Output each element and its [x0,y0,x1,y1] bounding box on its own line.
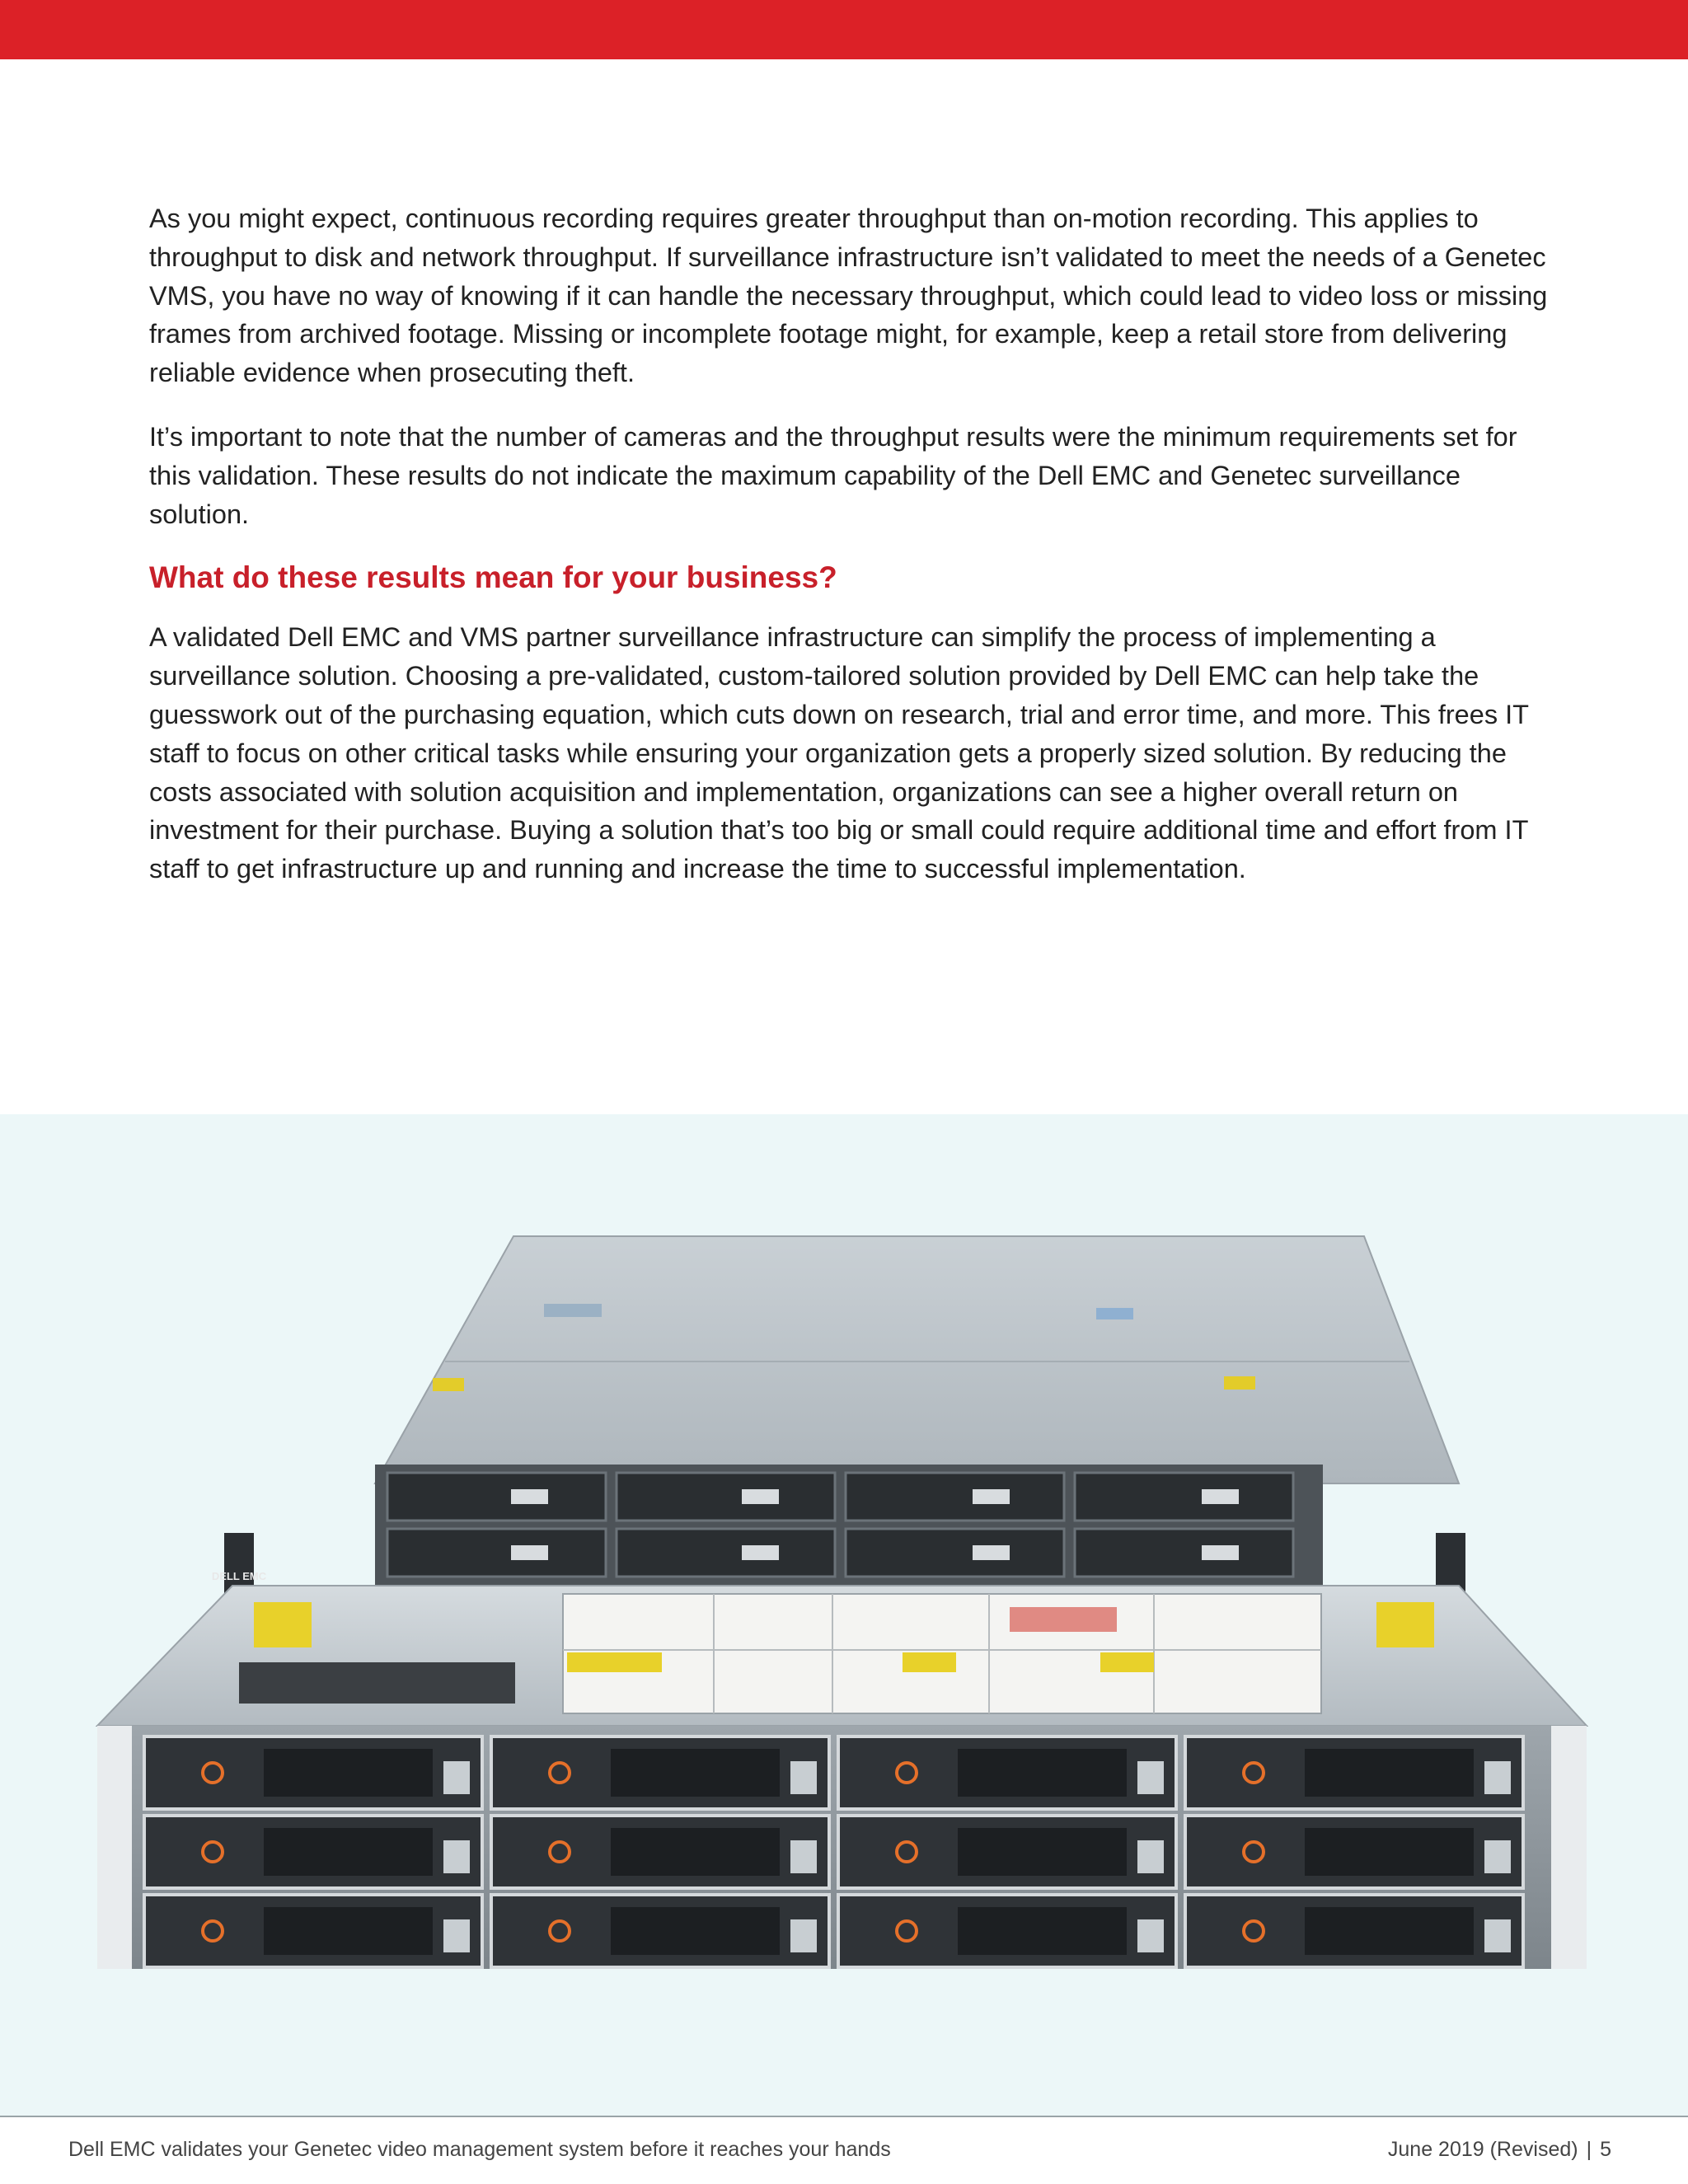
section-heading: What do these results mean for your business? [149,560,837,595]
footer-separator: | [1586,2138,1592,2161]
body-paragraph-2: It’s important to note that the number of cameras and the throughput results were the minimum requirements set for this validation. These results do not indicate the maximum capability of the Dell EMC and Genetec surveillance solution. [149,421,1517,529]
page-number: 5 [1600,2138,1611,2161]
top-red-bar [0,0,1688,59]
footer-date: June 2019 (Revised) [1387,2138,1578,2161]
body-paragraph-3: A validated Dell EMC and VMS partner surveillance infrastructure can simplify the process of implementing a surveillance solution. Choosing a pre-validated, custom-tailored solution provided by Dell EMC can help take the guesswork out of the purchasing equation, which cuts down on research, trial and error time, and more. This frees IT staff to focus on other critical tasks while ensuring your organization gets a properly sized solution. By reducing the costs associated with solution acquisition and implementation, organizations can see a higher overall return on investment for their purchase. Buying a solution that’s too big or small could require additional time and effort from IT staff to get infrastructure up and running and increase the time to successful implementation. [149,622,1529,884]
body-paragraph-1: As you might expect, continuous recording requires greater throughput than on-motion recording. This applies to throughput to disk and network throughput. If surveillance infrastructure isn’t validated to meet the needs of a Genetec VMS, you have no way of knowing if it can handle the necessary throughput, which could lead to video loss or missing frames from archived footage. Missing or incomplete footage might, for example, keep a retail store from delivering reliable evidence when prosecuting theft. [149,204,1548,388]
main-content [149,199,1550,914]
rear-chassis [375,1236,1459,1483]
footer-title: Dell EMC validates your Genetec video management system before it reaches your hands [68,2138,891,2161]
front-drive-bays [97,1726,1587,1969]
server-illustration [0,1114,1688,2116]
dell-emc-logo: DELL EMC [211,1570,267,1582]
footer-page-info [1388,2137,1611,2162]
server-photo-panel [0,1114,1688,2116]
footer-divider [0,2116,1688,2117]
